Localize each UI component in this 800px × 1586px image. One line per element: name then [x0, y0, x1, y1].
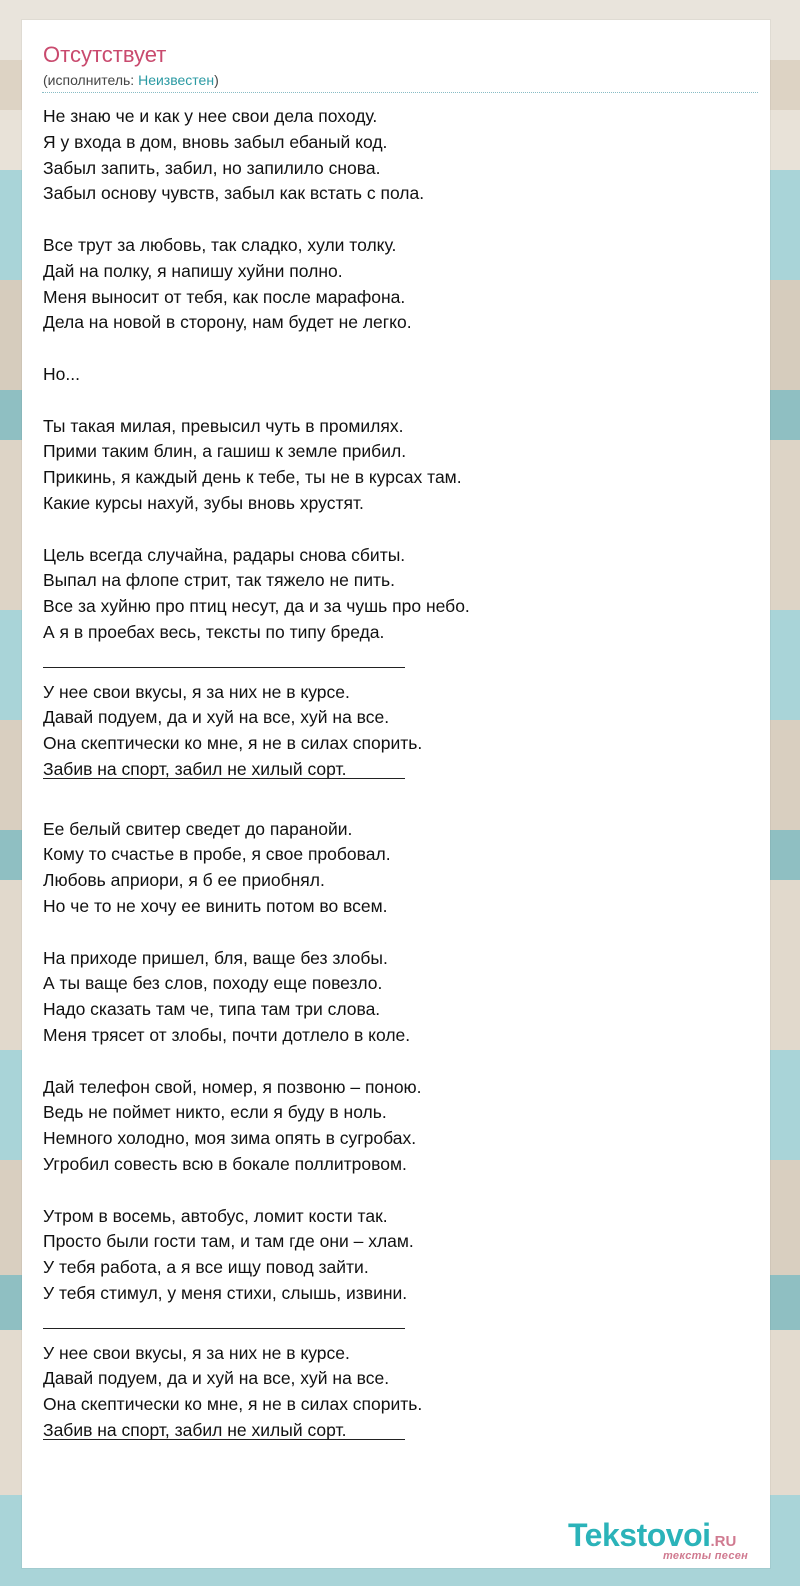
- lyric-line: Дела на новой в сторону, нам будет не легко.: [43, 312, 412, 333]
- chorus-rule: [43, 778, 405, 779]
- lyric-line: Угробил совесть всю в бокале поллитровом.: [43, 1154, 407, 1174]
- lyric-line: Забыл основу чувств, забыл как встать с пола.: [43, 183, 425, 204]
- lyric-line: Дай телефон свой, номер, я позвоню – поною.: [43, 1076, 422, 1097]
- logo-name: Tekstovoi: [568, 1517, 711, 1553]
- lyric-line: Ее белый свитер сведет до паранойи.: [43, 818, 353, 839]
- song-title: Отсутствует: [43, 42, 167, 67]
- lyric-line: Кому то счастье в пробе, я свое пробовал.: [43, 844, 391, 865]
- lyric-line: Дай на полку, я напишу хуйни полно.: [43, 260, 343, 281]
- lyric-line: Ведь не поймет никто, если я буду в ноль.: [43, 1102, 387, 1123]
- lyric-line: У нее свои вкусы, я за них не в курсе.: [43, 1342, 350, 1363]
- lyric-line: На приходе пришел, бля, ваще без злобы.: [43, 947, 388, 968]
- lyric-line: Давай подуем, да и хуй на все, хуй на все.: [43, 1368, 390, 1389]
- lyric-line: Выпал на флопе стрит, так тяжело не пить.: [43, 570, 396, 591]
- lyric-line: Она скептически ко мне, я не в силах спорить.: [43, 733, 423, 754]
- lyric-line: Давай подуем, да и хуй на все, хуй на все.: [43, 707, 390, 728]
- lyric-line: Ты такая милая, превысил чуть в промилях.: [43, 415, 404, 436]
- lyric-line: Она скептически ко мне, я не в силах спорить.: [43, 1394, 423, 1415]
- lyric-line: Забыл запить, забил, но запилило снова.: [43, 157, 381, 178]
- lyric-line: Какие курсы нахуй, зубы вновь хрустят.: [43, 493, 364, 513]
- lyric-line: Забив на спорт, забил не хилый сорт.: [43, 1420, 347, 1440]
- chorus-rule: [43, 1328, 405, 1329]
- lyric-line: Я у входа в дом, вновь забыл ебаный код.: [43, 131, 388, 152]
- lyric-line: Но че то не хочу ее винить потом во всем.: [43, 896, 388, 916]
- lyric-line: Не знаю че и как у нее свои дела походу.: [43, 106, 378, 126]
- lyric-line: У тебя работа, а я все ищу повод зайти.: [43, 1257, 369, 1278]
- lyric-line: Прими таким блин, а гашиш к земле прибил.: [43, 441, 407, 462]
- artist-link[interactable]: Неизвестен: [138, 72, 215, 88]
- lyric-line: У тебя стимул, у меня стихи, слышь, извини.: [43, 1283, 408, 1303]
- lyric-line: А я в проебах весь, тексты по типу бреда.: [43, 622, 385, 642]
- lyric-line: Все трут за любовь, так сладко, хули толку.: [43, 235, 397, 255]
- lyric-line: Просто были гости там, и там где они – хлам.: [43, 1231, 414, 1252]
- lyric-line: А ты ваще без слов, походу еще повезло.: [43, 973, 383, 994]
- chorus-rule: [43, 667, 405, 668]
- lyric-line: Меня трясет от злобы, почти дотлело в коле.: [43, 1025, 411, 1045]
- chorus-rule: [43, 1439, 405, 1440]
- site-logo[interactable]: [568, 1517, 749, 1562]
- lyric-line: Цель всегда случайна, радары снова сбиты.: [43, 544, 406, 565]
- lyric-line: Прикинь, я каждый день к тебе, ты не в курсах там.: [43, 467, 462, 488]
- lyric-line: Утром в восемь, автобус, ломит кости так.: [43, 1205, 388, 1226]
- lyric-line: Все за хуйню про птиц несут, да и за чушь про небо.: [43, 596, 470, 617]
- lyric-line: Надо сказать там че, типа там три слова.: [43, 999, 381, 1020]
- lyric-line: Забив на спорт, забил не хилый сорт.: [43, 759, 347, 779]
- logo-tagline: тексты песен: [663, 1550, 749, 1562]
- lyric-line: Меня выносит от тебя, как после марафона.: [43, 286, 406, 307]
- artist-line: [43, 71, 219, 89]
- lyric-line: Но...: [43, 364, 80, 384]
- artist-prefix: (исполнитель:: [43, 72, 139, 88]
- lyric-line: Любовь априори, я б ее приобнял.: [43, 870, 325, 891]
- logo-domain: .RU: [710, 1533, 737, 1550]
- lyric-line: У нее свои вкусы, я за них не в курсе.: [43, 681, 350, 702]
- header-divider: [42, 92, 758, 93]
- artist-suffix: ): [214, 72, 219, 88]
- lyric-line: Немного холодно, моя зима опять в сугробах.: [43, 1128, 417, 1149]
